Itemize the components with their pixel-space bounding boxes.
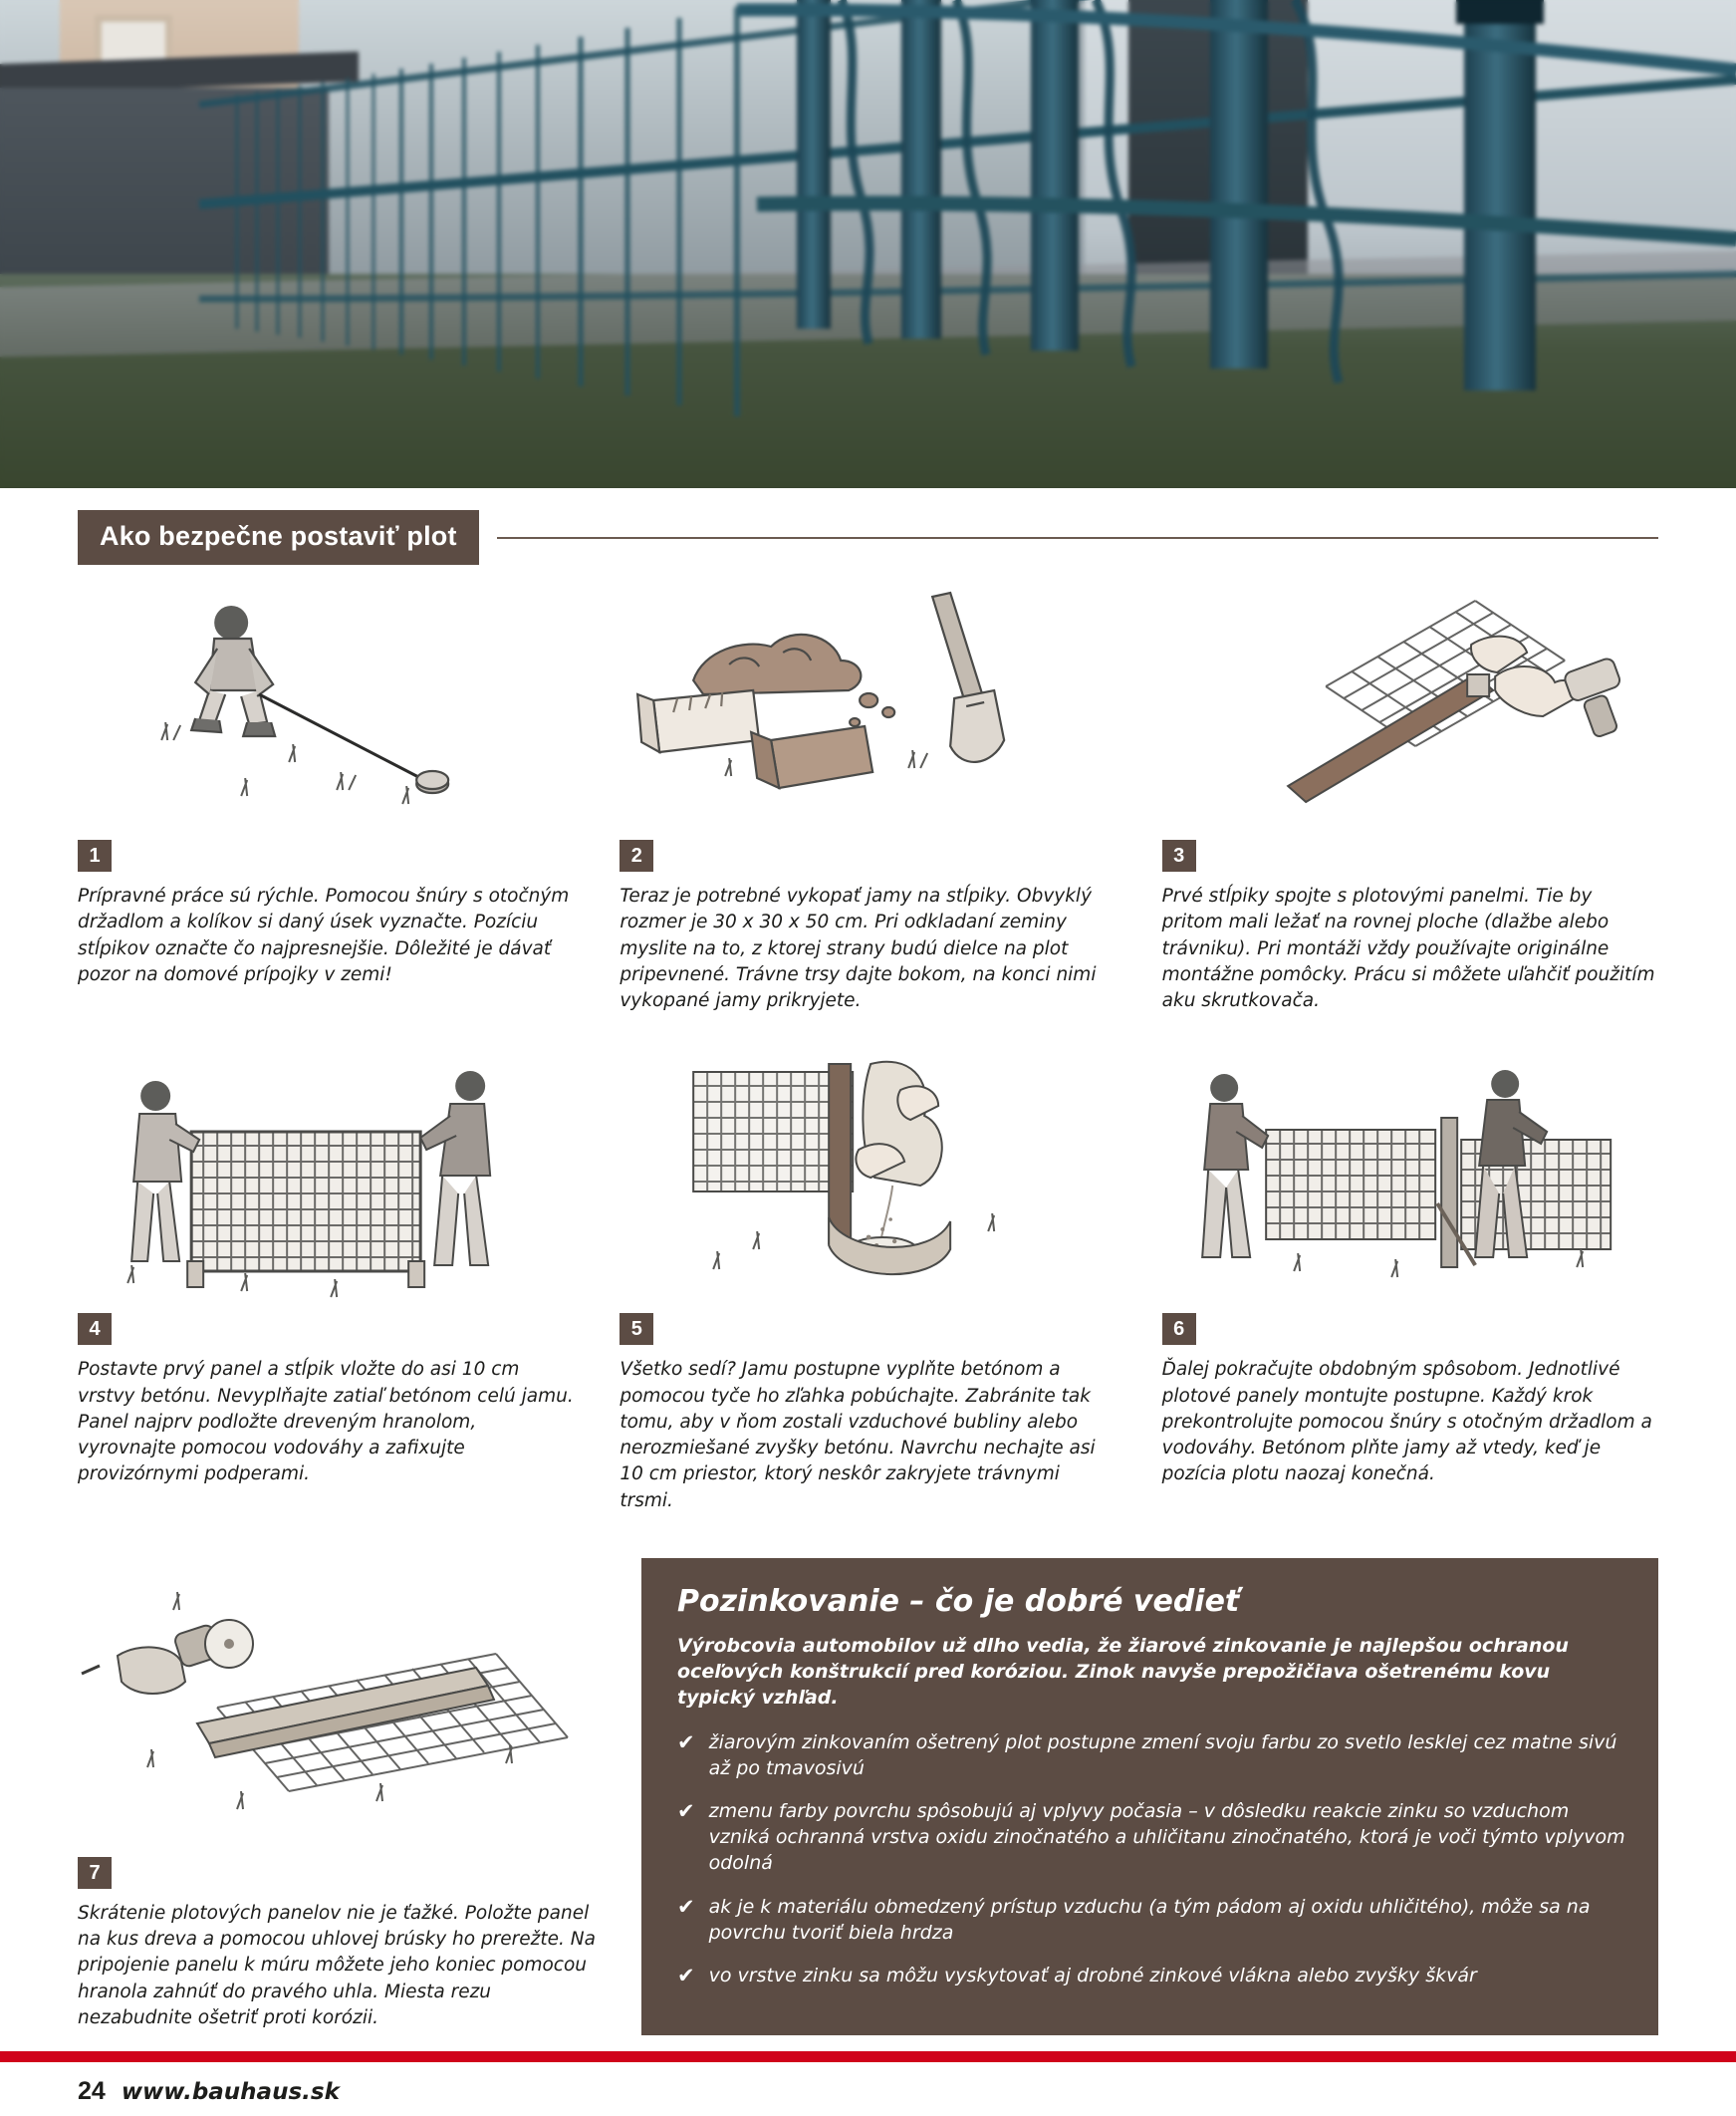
step-1-illustration <box>78 591 574 840</box>
step-6-text: Ďalej pokračujte obdobným spôsobom. Jednotlivé plotové panely montujte postupne. Každý krok prekontrolujte pomocou šnúry s otočným držadlom a vodováhy. Betónom plňte jamy až vtedy, keď je pozícia plotu naozaj konečná. <box>1161 1359 1652 1485</box>
page-footer <box>78 2077 340 2106</box>
step-4-number: 4 <box>78 1313 112 1345</box>
step-6-illustration <box>1162 1054 1658 1313</box>
info-bullet <box>677 1729 1626 1781</box>
steps-row-1 <box>78 591 1658 1014</box>
step-3-illustration <box>1162 591 1658 840</box>
step-7-illustration <box>78 1558 596 1857</box>
hero-photo <box>0 0 1736 488</box>
step-4-text: Postavte prvý panel a stĺpik vložte do asi 10 cm vrstvy betónu. Nevyplňajte zatiaľ betónom celú jamu. Panel najprv podložte dreveným hranolom, vyrovnajte pomocou vodováhy a zafixujte provizórnymi podperami. <box>78 1359 574 1485</box>
step-1 <box>78 591 574 1014</box>
info-panel-title: Pozinkovanie – čo je dobré vedieť <box>677 1583 1240 1619</box>
step-2-illustration <box>620 591 1116 840</box>
step-7-text: Skrátenie plotových panelov nie je ťažké. Položte panel na kus dreva a pomocou uhlovej brúsky ho prerežte. Na pripojenie panelu k múru môžete jeho koniec pomocou hranola zahnúť do pravého uhla. Miesta rezu nezabudnite ošetriť proti korózii. <box>78 1902 596 2028</box>
info-panel-lead: Výrobcovia automobilov už dlho vedia, že žiarové zinkovanie je najlepšou ochranou oceľových konštrukcií pred koróziou. Zinok navyše prepožičiava ošetrenému kovu typický vzhľad. <box>677 1634 1569 1710</box>
step-2-text: Teraz je potrebné vykopať jamy na stĺpiky. Obvyklý rozmer je 30 x 30 x 50 cm. Pri odkladaní zeminy myslite na to, z ktorej strany budú dielce na plot pripevnené. Trávne trsy dajte bokom, na konci nimi vykopané jamy prikryjete. <box>620 886 1097 1012</box>
step-6-number: 6 <box>1162 1313 1196 1345</box>
info-bullet <box>677 1894 1626 1946</box>
step-3-number: 3 <box>1162 840 1196 872</box>
info-bullet-text: žiarovým zinkovaním ošetrený plot postupne zmení svoju farbu zo svetlo lesklej cez matne sivú až po tmavosivú <box>708 1730 1617 1779</box>
header-divider <box>497 537 1658 539</box>
info-panel-galvanizing <box>641 1558 1658 2035</box>
check-icon: ✔ <box>677 1729 695 1754</box>
info-bullet-text: ak je k materiálu obmedzený prístup vzduchu (a tým pádom aj oxidu uhličitého), môže sa na povrchu tvoriť biela hrdza <box>708 1895 1591 1944</box>
photo-depth-blur <box>0 0 1736 488</box>
info-bullet <box>677 1963 1626 1988</box>
bottom-area <box>78 1558 1658 2035</box>
section-header <box>78 510 1658 565</box>
step-5-number: 5 <box>620 1313 653 1345</box>
footer-accent-bar <box>0 2051 1736 2062</box>
check-icon: ✔ <box>677 1799 695 1824</box>
info-bullet <box>677 1798 1626 1877</box>
step-2-number: 2 <box>620 840 653 872</box>
page-content <box>0 510 1736 2035</box>
step-5 <box>620 1054 1116 1514</box>
step-6 <box>1162 1054 1658 1514</box>
check-icon: ✔ <box>677 1894 695 1919</box>
page-title: Ako bezpečne postaviť plot <box>78 510 479 565</box>
check-icon: ✔ <box>677 1964 695 1988</box>
step-2 <box>620 591 1116 1014</box>
step-3-text: Prvé stĺpiky spojte s plotovými panelmi. Tie by pritom mali ležať na rovnej ploche (dlažbe alebo trávniku). Pri montáži vždy používajte originálne montážne pomôcky. Prácu si môžete uľahčiť použitím aku skrutkovača. <box>1161 886 1655 1012</box>
step-3 <box>1162 591 1658 1014</box>
steps-row-2 <box>78 1054 1658 1514</box>
step-1-text: Prípravné práce sú rýchle. Pomocou šnúry s otočným držadlom a kolíkov si daný úsek vyznačte. Pozíciu stĺpikov označte čo najpresnejšie. Dôležité je dávať pozor na domové prípojky v zemi! <box>78 886 570 985</box>
page-number: 24 <box>78 2077 106 2105</box>
step-7-number: 7 <box>78 1857 112 1889</box>
step-5-illustration <box>620 1054 1116 1313</box>
step-5-text: Všetko sedí? Jamu postupne vyplňte betónom a pomocou tyče ho zľahka pobúchajte. Zabránite tak tomu, aby v ňom zostali vzduchové bubliny alebo nerozmiešané zvyšky betónu. Navrchu nechajte asi 10 cm priestor, ktorý neskôr zakryjete trávnymi trsmi. <box>620 1359 1096 1511</box>
step-7 <box>78 1558 596 2031</box>
step-4-illustration <box>78 1054 574 1313</box>
info-bullet-text: zmenu farby povrchu spôsobujú aj vplyvy počasia – v dôsledku reakcie zinku so vzduchom vzniká ochranná vrstva oxidu zinočnatého a uhličitanu zinočnatého, ktorá je voči týmto vplyvom odolná <box>708 1800 1625 1875</box>
website-url[interactable]: www.bauhaus.sk <box>121 2079 340 2105</box>
step-4 <box>78 1054 574 1514</box>
info-bullet-text: vo vrstve zinku sa môžu vyskytovať aj drobné zinkové vlákna alebo zvyšky škvár <box>708 1965 1477 1987</box>
step-1-number: 1 <box>78 840 112 872</box>
